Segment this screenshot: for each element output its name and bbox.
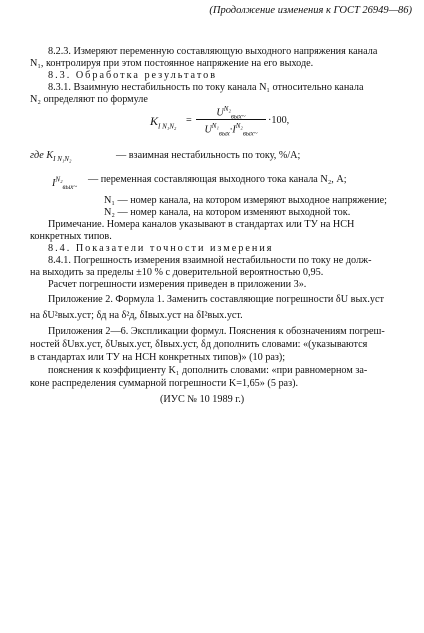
- paragraph-8-4-1-cont: на выходить за пределы ±10 % с доверительной вероятностью 0,95.: [30, 267, 324, 278]
- formula-equals: =: [186, 115, 192, 126]
- note: Примечание. Номера каналов указывают в стандартах или ТУ на НСН: [48, 219, 355, 230]
- definition-i-text: — переменная составляющая выходного тока канала N₂, А;: [88, 174, 347, 185]
- formula-tail: ·100,: [268, 115, 290, 126]
- formula-fraction: [196, 103, 266, 139]
- appendix-2-6-cont2: в стандартах или ТУ на НСН конкретных типов)» (10 раз);: [30, 352, 286, 363]
- note-cont: конкретных типов.: [30, 231, 112, 242]
- formula-k: [150, 103, 290, 143]
- paragraph-8-4-1: 8.4.1. Погрешность измерения взаимной нестабильности по току не долж-: [48, 255, 372, 266]
- appendix-2-6-cont1: ностей δUвх.уст, δUвых.уст, δIвых.уст, δд дополнить словами: «(указываются: [30, 339, 368, 350]
- paragraph-8-3-1: 8.3.1. Взаимную нестабильность по току канала N₁ относительно канала: [48, 82, 364, 93]
- definition-i-symbol: $I^{N_2}_{вых\sim}$: [52, 176, 78, 192]
- formula-denominator: $U^{N_1}_{вых}\cdot I^{N_2}_{вых\sim}$: [204, 122, 258, 138]
- formula-numerator: $U^{N_2}_{вых\sim}$: [216, 105, 246, 121]
- page-header: (Продолжение изменения к ГОСТ 26949—86): [209, 5, 412, 16]
- definition-n1: N₁ — номер канала, на котором измеряют выходное напряжение;: [104, 195, 387, 206]
- definition-k: [30, 150, 301, 165]
- heading-8-3: 8.3. Обработка результатов: [48, 70, 218, 81]
- appendix-2: Приложение 2. Формула 1. Заменить составляющие погрешности δU вых.уст: [48, 294, 385, 305]
- calc-reference: Расчет погрешности измерения приведен в приложении 3».: [48, 279, 307, 290]
- formula-lhs: $K_{I N_1N_2}$: [150, 114, 177, 131]
- ius-reference: (ИУС № 10 1989 г.): [160, 394, 245, 405]
- heading-8-4: 8.4. Показатели точности измерения: [48, 243, 274, 254]
- definition-n2: N₂ — номер канала, на котором изменяют выходной ток.: [104, 207, 351, 218]
- appendix-2-cont: на δU²вых.уст; δд на δ²д, δIвых.уст на δI²вых.уст.: [30, 310, 243, 321]
- paragraph-8-3-1-cont: N₂ определяют по формуле: [30, 94, 148, 105]
- definition-k-text: — взаимная нестабильность по току, %/А;: [116, 150, 301, 161]
- definition-k-symbol: где $K_{I N_1N_2}$: [30, 150, 72, 164]
- k-explanation: пояснения к коэффициенту K₁ дополнить словами: «при равномерном за-: [48, 365, 368, 376]
- paragraph-8-2-3: 8.2.3. Измеряют переменную составляющую выходного напряжения канала: [48, 46, 378, 57]
- definition-i: [52, 174, 347, 193]
- appendix-2-6: Приложения 2—6. Экспликации формул. Пояснения к обозначениям погреш-: [48, 326, 385, 337]
- paragraph-8-2-3-cont: N₁, контролируя при этом постоянное напряжение на его выходе.: [30, 58, 314, 69]
- k-explanation-cont: коне распределения суммарной погрешности K=1,65» (5 раз).: [30, 378, 299, 389]
